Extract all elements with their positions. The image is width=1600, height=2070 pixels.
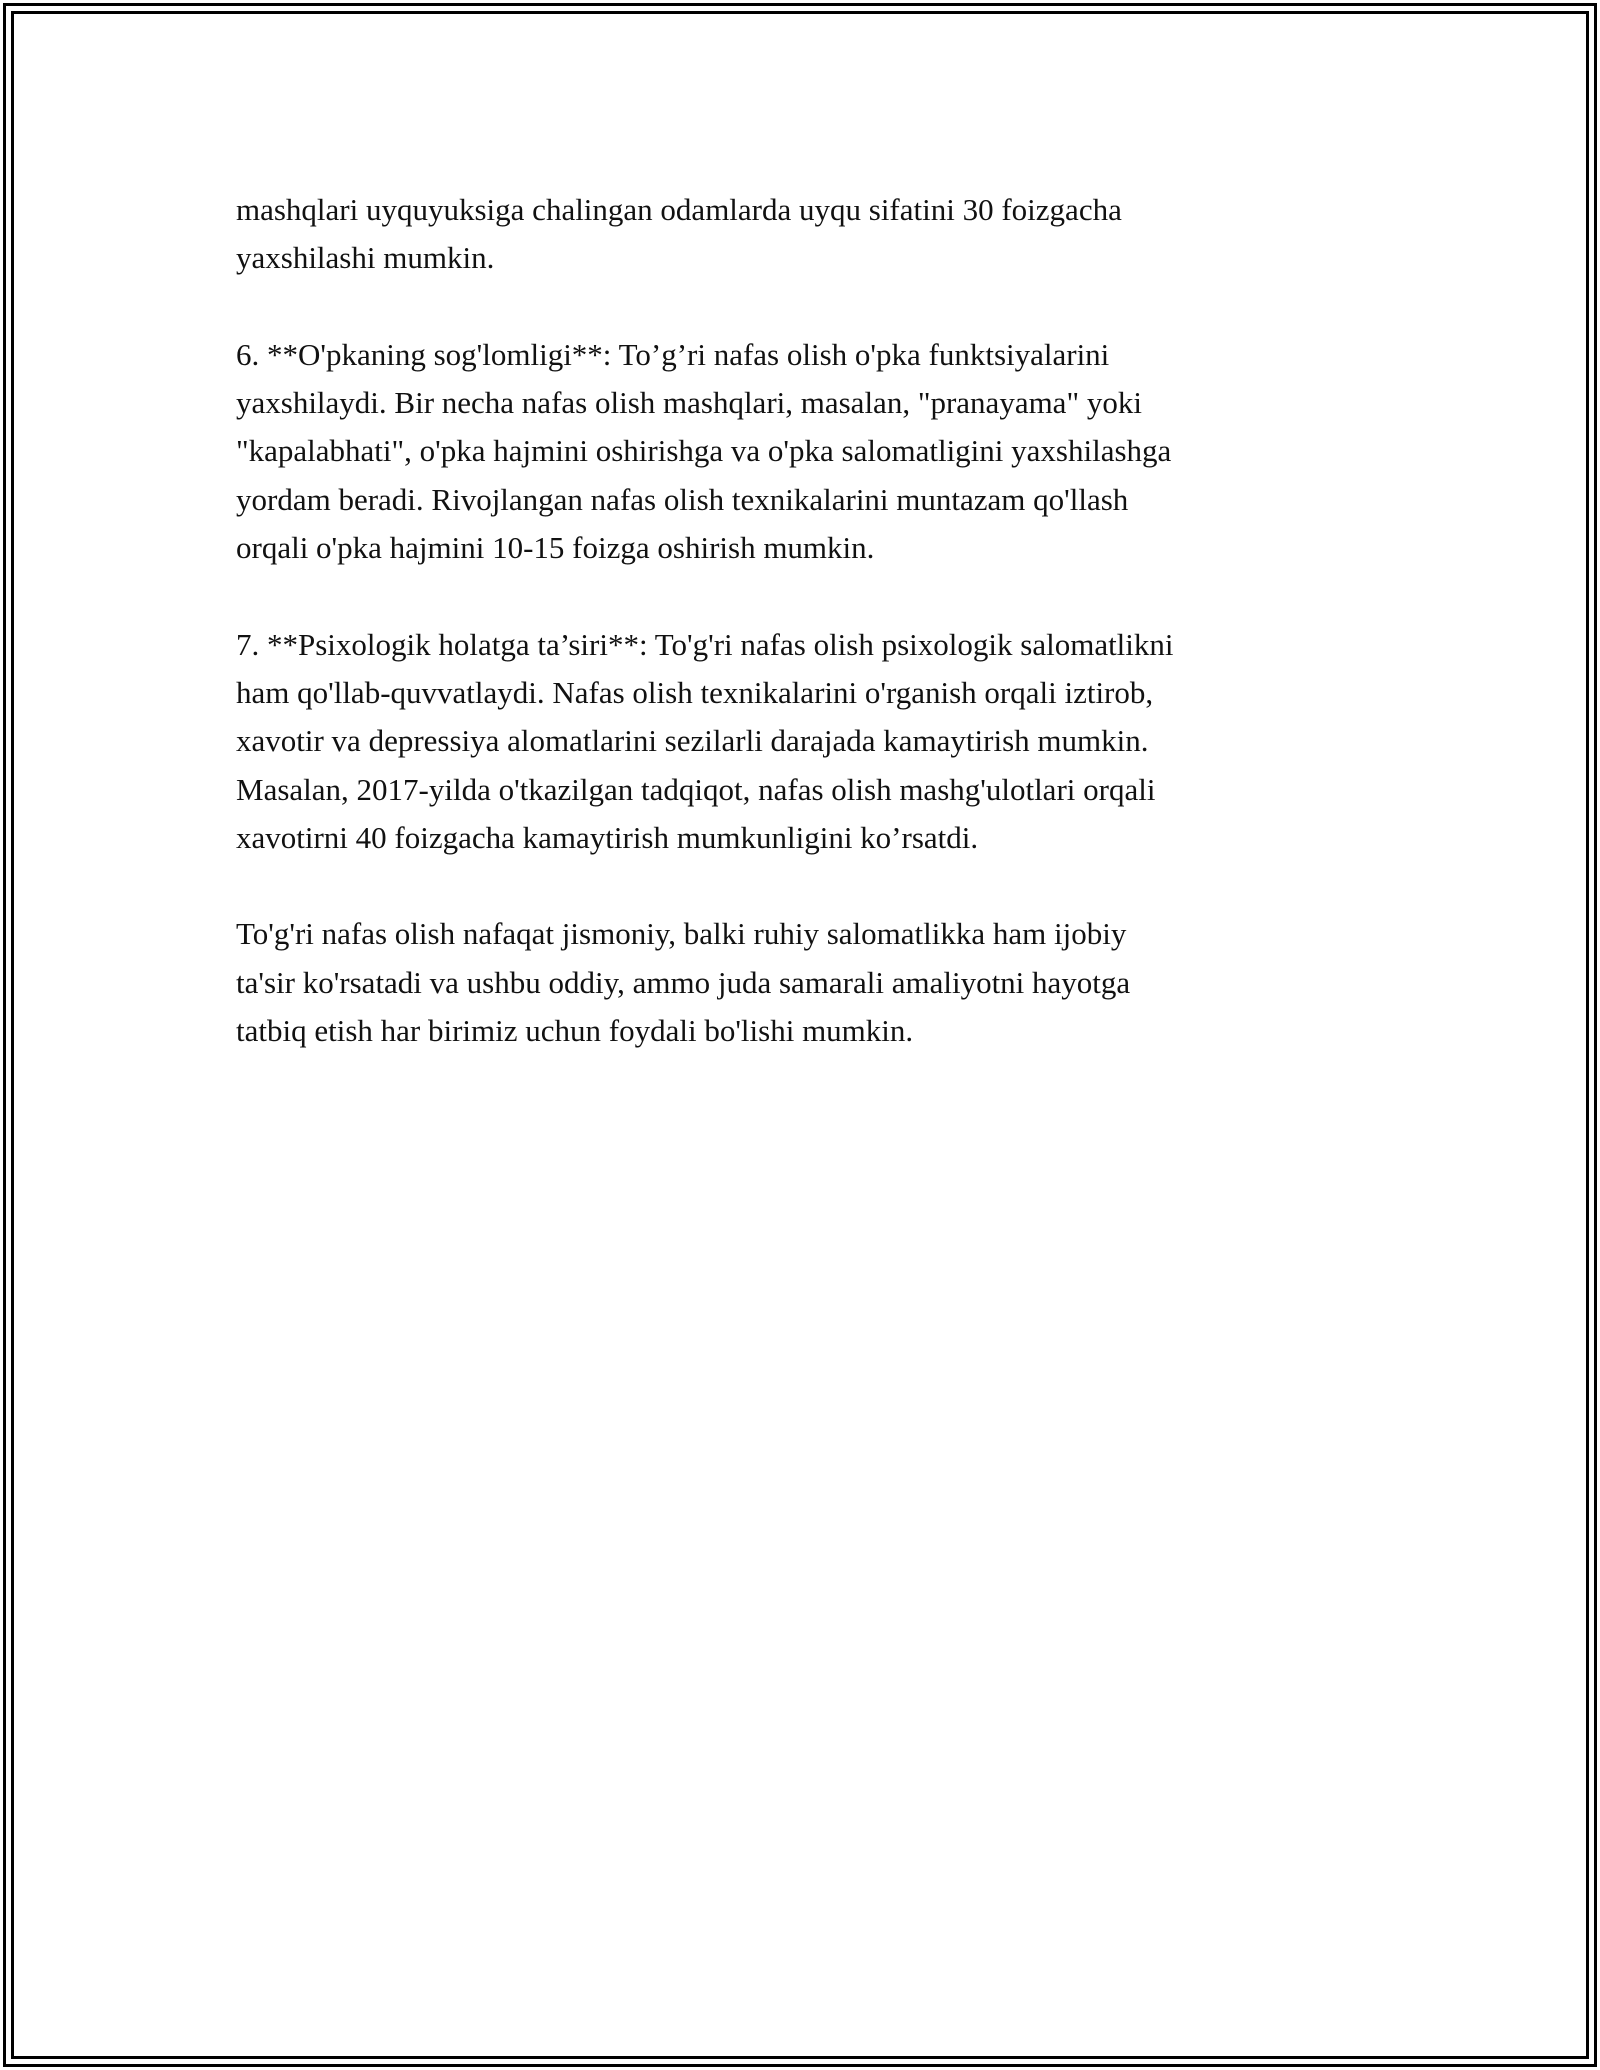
paragraph-conclusion: To'g'ri nafas olish nafaqat jismoniy, balki ruhiy salomatlikka ham ijobiy ta'sir ko'rsatadi va ushbu oddiy, ammo juda samarali amaliyotni hayotga tatbiq etish har birimiz uchun foydali bo'lishi mumkin.	[236, 916, 1131, 1049]
paragraph-psychological-effect: 7. **Psixologik holatga ta’siri**: To'g'ri nafas olish psixologik salomatlikni ham qo'llab-quvvatlaydi. Nafas olish texnikalarini o'rganish orqali iztirob, xavotir va depressiya alomatlarini sezilarli darajada kamaytirish mumkin. Masalan, 2017-yilda o'tkazilgan tadqiqot, nafas olish mashg'ulotlari orqali xavotirni 40 foizgacha kamaytirish mumkunligini ko’rsatdi.	[236, 626, 1174, 855]
paragraph-lung-health: 6. **O'pkaning sog'lomligi**: To’g’ri nafas olish o'pka funktsiyalarini yaxshilaydi. Bir necha nafas olish mashqlari, masalan, "pranayama" yoki "kapalabhati", o'pka hajmini oshirishga va o'pka salomatligini yaxshilashga yordam beradi. Rivojlangan nafas olish texnikalarini muntazam qo'llash orqali o'pka hajmini 10-15 foizga oshirish mumkin.	[236, 336, 1172, 566]
document-body	[236, 186, 1376, 1104]
paragraph-sleep-continuation: mashqlari uyquyuksiga chalingan odamlarda uyqu sifatini 30 foizgacha yaxshilashi mumkin.	[236, 192, 1122, 276]
